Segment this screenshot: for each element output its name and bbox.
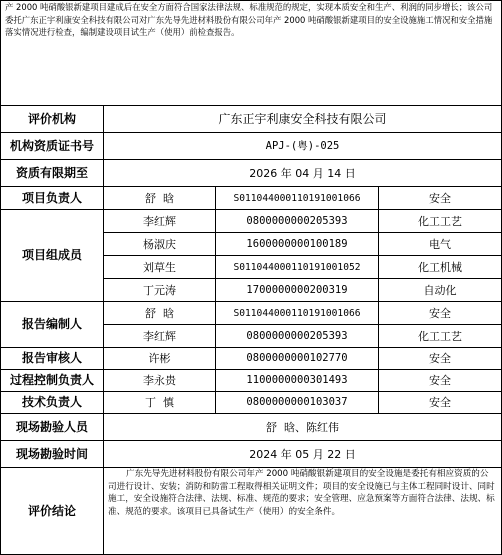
tech-lead-name: 丁 慎 bbox=[104, 392, 216, 414]
tech-lead-label: 技术负责人 bbox=[1, 392, 104, 414]
report-writer-role: 化工工艺 bbox=[379, 325, 502, 348]
conclusion-label: 评价结论 bbox=[1, 468, 104, 555]
process-control-row bbox=[1, 370, 502, 392]
valid-until-value: 2026 年 04 月 14 日 bbox=[104, 160, 502, 187]
team-member-name: 杨淑庆 bbox=[104, 233, 216, 256]
site-survey-time-row bbox=[1, 441, 502, 468]
cert-no-value: APJ-(粤)-025 bbox=[104, 133, 502, 160]
site-survey-time-label: 现场勘验时间 bbox=[1, 441, 104, 468]
report-writer-cert: 0800000000205393 bbox=[216, 325, 379, 348]
eval-org-label: 评价机构 bbox=[1, 106, 104, 133]
site-survey-people-label: 现场勘验人员 bbox=[1, 414, 104, 441]
cert-no-row bbox=[1, 133, 502, 160]
report-writer-cert: S011044000110191001066 bbox=[216, 302, 379, 325]
team-member-cert: S011044000110191001052 bbox=[216, 256, 379, 279]
process-control-name: 李永贵 bbox=[104, 370, 216, 392]
site-survey-people-row bbox=[1, 414, 502, 441]
report-reviewer-label: 报告审核人 bbox=[1, 348, 104, 370]
report-writer-row bbox=[1, 302, 502, 325]
valid-until-row bbox=[1, 160, 502, 187]
report-writer-role: 安全 bbox=[379, 302, 502, 325]
team-member-cert: 0800000000205393 bbox=[216, 210, 379, 233]
report-writer-name: 李红辉 bbox=[104, 325, 216, 348]
team-row bbox=[1, 210, 502, 233]
eval-org-value: 广东正宇利康安全科技有限公司 bbox=[104, 106, 502, 133]
project-lead-row bbox=[1, 187, 502, 210]
team-member-name: 李红辉 bbox=[104, 210, 216, 233]
intro-paragraph: 产 2000 吨硝酸银新建项目建成后在安全方面符合国家法律法规、标准规范的规定，实现本质安全和生产、利润的同步增长；该公司委托广东正宇利康安全科技有限公司对广东先导先进材料股份有限公司年产 2000 吨硝酸银新建项目的安全设施施工情况和安全措施落实情况进行检查，编制建设项目试生产（使用）前检查报告。 bbox=[1, 1, 502, 106]
cert-no-label: 机构资质证书号 bbox=[1, 133, 104, 160]
conclusion-body: 广东先导先进材料股份有限公司年产 2000 吨硝酸银新建项目的安全设施是委托有相应资质的公司进行设计、安装；消防和防雷工程取得相关证明文件；项目的安全设施已与主体工程同时设计、同时施工，安全设施符合法律、法规、标准、规范的要求；安全管理、应急预案等方面符合法律、法规、标准、规范的要求。该项目已具备试生产（使用）的安全条件。 bbox=[108, 469, 495, 517]
team-member-role: 化工工艺 bbox=[379, 210, 502, 233]
team-member-cert: 1700000000200319 bbox=[216, 279, 379, 302]
conclusion-row bbox=[1, 468, 502, 555]
report-reviewer-row bbox=[1, 348, 502, 370]
tech-lead-row bbox=[1, 392, 502, 414]
project-lead-name: 舒 晗 bbox=[104, 187, 216, 210]
conclusion-text bbox=[104, 468, 502, 555]
tech-lead-role: 安全 bbox=[379, 392, 502, 414]
process-control-label: 过程控制负责人 bbox=[1, 370, 104, 392]
team-member-role: 自动化 bbox=[379, 279, 502, 302]
team-member-role: 电气 bbox=[379, 233, 502, 256]
project-lead-label: 项目负责人 bbox=[1, 187, 104, 210]
report-reviewer-name: 许彬 bbox=[104, 348, 216, 370]
process-control-cert: 1100000000301493 bbox=[216, 370, 379, 392]
team-member-role: 化工机械 bbox=[379, 256, 502, 279]
site-survey-people-value: 舒 晗、陈红伟 bbox=[104, 414, 502, 441]
report-writer-name: 舒 晗 bbox=[104, 302, 216, 325]
eval-org-row bbox=[1, 106, 502, 133]
valid-until-label: 资质有限期至 bbox=[1, 160, 104, 187]
site-survey-time-value: 2024 年 05 月 22 日 bbox=[104, 441, 502, 468]
team-member-name: 刘草生 bbox=[104, 256, 216, 279]
tech-lead-cert: 0800000000103037 bbox=[216, 392, 379, 414]
report-reviewer-role: 安全 bbox=[379, 348, 502, 370]
team-member-name: 丁元涛 bbox=[104, 279, 216, 302]
team-label: 项目组成员 bbox=[1, 210, 104, 302]
project-lead-cert: S011044000110191001066 bbox=[216, 187, 379, 210]
project-lead-role: 安全 bbox=[379, 187, 502, 210]
report-writers-label: 报告编制人 bbox=[1, 302, 104, 348]
report-reviewer-cert: 0800000000102770 bbox=[216, 348, 379, 370]
process-control-role: 安全 bbox=[379, 370, 502, 392]
team-member-cert: 1600000000100189 bbox=[216, 233, 379, 256]
